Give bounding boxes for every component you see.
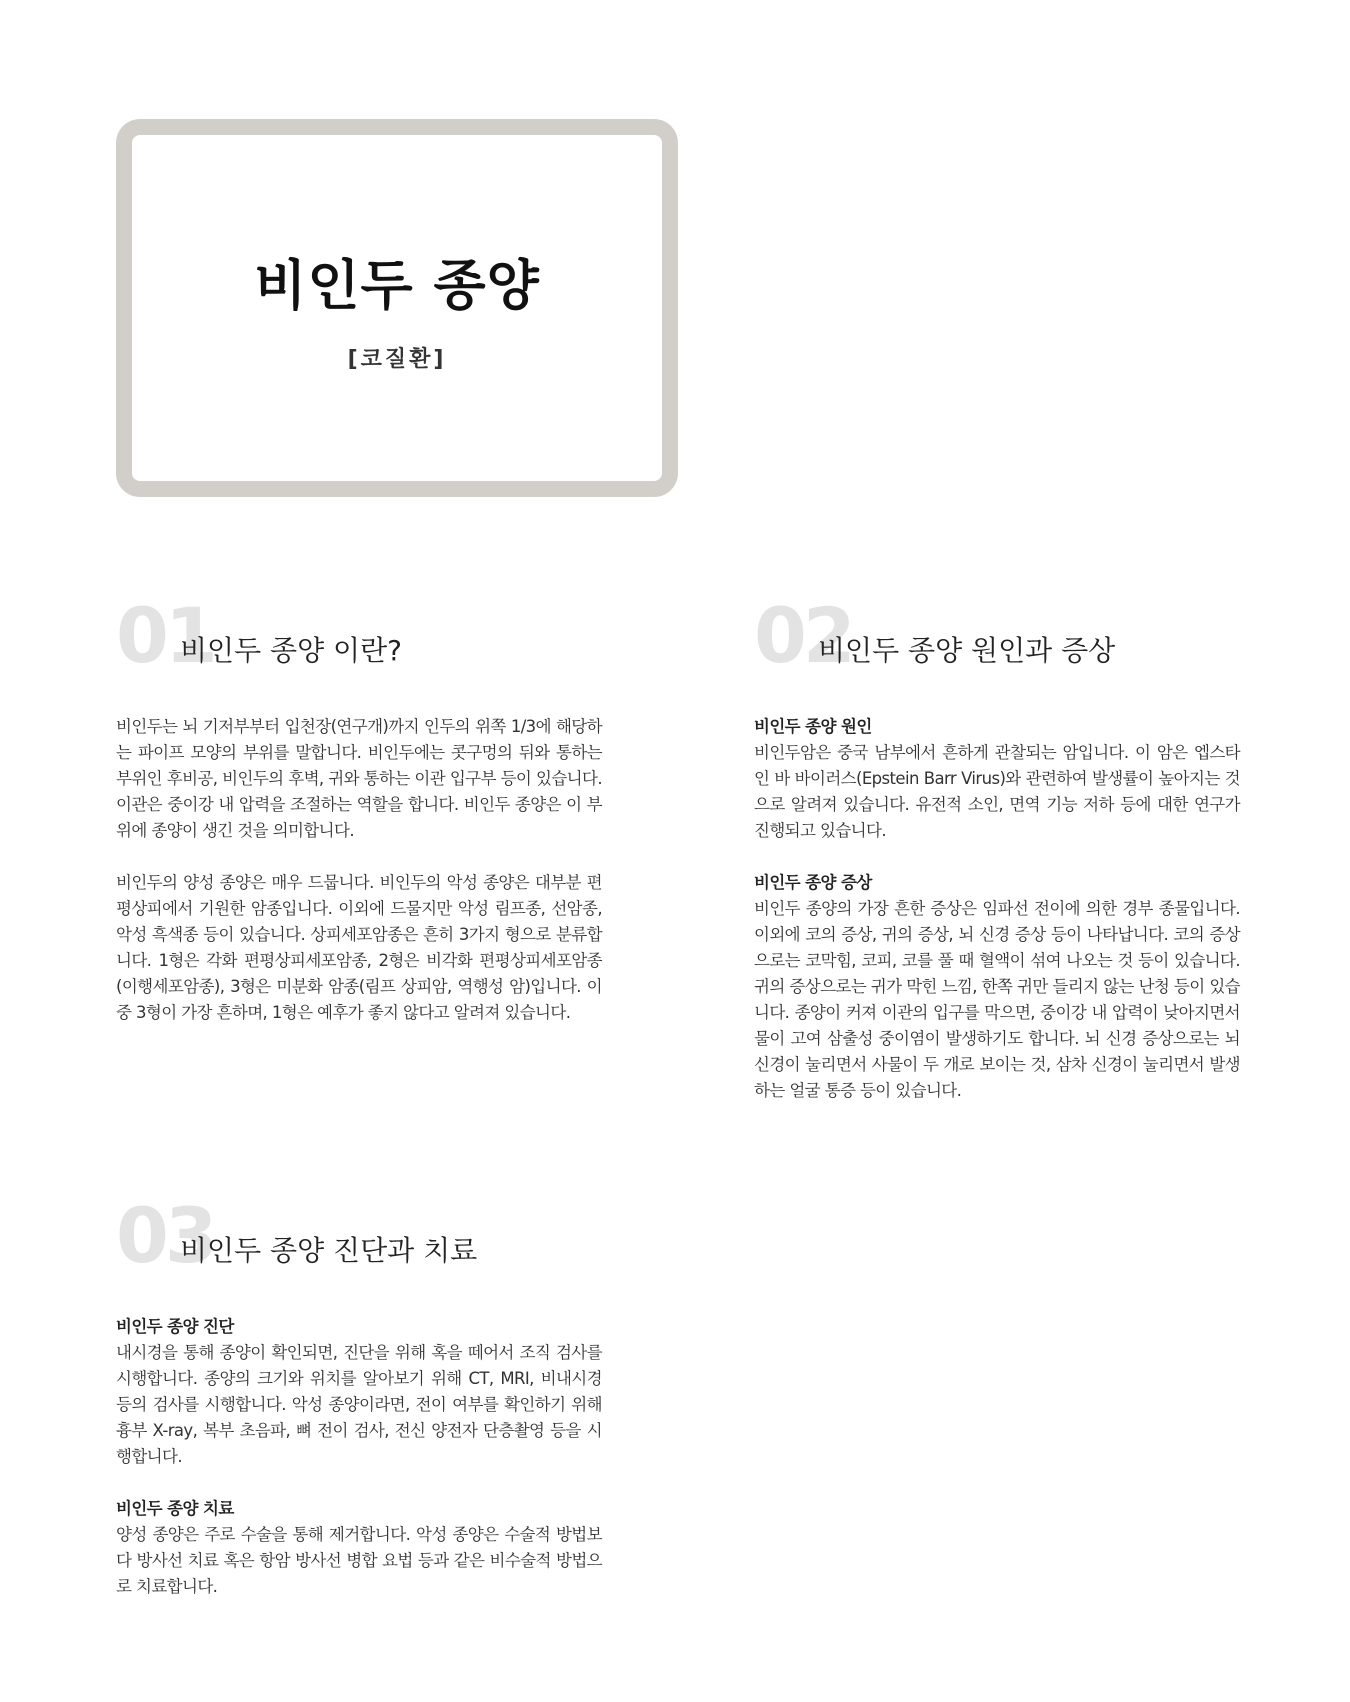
document-subtitle: [코질환] [347,347,447,372]
section-02 [754,591,1240,1130]
subsection-text: 비인두암은 중국 남부에서 흔하게 관찰되는 암입니다. 이 암은 엡스타인 바 바이러스(Epstein Barr Virus)와 관련하여 발생률이 높아지는 것으로 알려져 있습니다. 유전적 소인, 면역 기능 저하 등에 대한 연구가 진행되고 있습니다. [754,743,1240,840]
section-body [116,1314,602,1600]
subsection-heading: 비인두 종양 원인 [754,717,872,736]
subsection-heading: 비인두 종양 진단 [116,1317,234,1336]
section-number: 03 [116,1191,214,1280]
subsection-heading: 비인두 종양 증상 [754,873,872,892]
subsection-text: 비인두 종양의 가장 흔한 증상은 임파선 전이에 의한 경부 종물입니다. 이외에 코의 증상, 귀의 증상, 뇌 신경 증상 등이 나타납니다. 코의 증상으로는 코막힘, 코피, 코를 풀 때 혈액이 섞여 나오는 것 등이 있습니다. 귀의 증상으로는 귀가 막힌 느낌, 한쪽 귀만 들리지 않는 난청 등이 있습니다. 종양이 커져 이관의 입구를 막으면, 중이강 내 압력이 낮아지면서 물이 고여 삼출성 중이염이 발생하기도 합니다. 뇌 신경 증상으로는 뇌 신경이 눌리면서 사물이 두 개로 보이는 것, 삼차 신경이 눌리면서 발생하는 얼굴 통증 등이 있습니다. [754,899,1240,1100]
section-header [116,591,602,682]
section-header [754,591,1240,682]
section-body [116,714,602,1026]
document-title: 비인두 종양 [254,254,540,317]
section-title: 비인두 종양 원인과 증상 [818,634,1116,667]
section-title: 비인두 종양 이란? [180,634,402,667]
section-03 [116,1191,602,1626]
section-title: 비인두 종양 진단과 치료 [180,1234,478,1267]
subsection [754,714,1240,844]
subsection-text: 내시경을 통해 종양이 확인되면, 진단을 위해 혹을 떼어서 조직 검사를 시행합니다. 종양의 크기와 위치를 알아보기 위해 CT, MRI, 비내시경 등의 검사를 시행합니다. 악성 종양이라면, 전이 여부를 확인하기 위해 흉부 X-ray, 복부 초음파, 뼈 전이 검사, 전신 양전자 단층촬영 등을 시행합니다. [116,1343,602,1466]
title-card [116,119,678,497]
section-number: 02 [754,591,852,680]
subsection-heading: 비인두 종양 치료 [116,1499,234,1518]
subsection [754,870,1240,1104]
subsection-text: 양성 종양은 주로 수술을 통해 제거합니다. 악성 종양은 수술적 방법보다 방사선 치료 혹은 항암 방사선 병합 요법 등과 같은 비수술적 방법으로 치료합니다. [116,1525,602,1596]
section-body [754,714,1240,1104]
subsection [116,1314,602,1470]
subsection [116,1496,602,1600]
section-header [116,1191,602,1282]
section-number: 01 [116,591,214,680]
paragraph: 비인두는 뇌 기저부부터 입천장(연구개)까지 인두의 위쪽 1/3에 해당하는 파이프 모양의 부위를 말합니다. 비인두에는 콧구멍의 뒤와 통하는 부위인 후비공, 비인두의 후벽, 귀와 통하는 이관 입구부 등이 있습니다. 이관은 중이강 내 압력을 조절하는 역할을 합니다. 비인두 종양은 이 부위에 종양이 생긴 것을 의미합니다. [116,717,602,840]
section-01 [116,591,602,1052]
paragraph: 비인두의 양성 종양은 매우 드뭅니다. 비인두의 악성 종양은 대부분 편평상피에서 기원한 암종입니다. 이외에 드물지만 악성 림프종, 선암종, 악성 흑색종 등이 있습니다. 상피세포암종은 흔히 3가지 형으로 분류합니다. 1형은 각화 편평상피세포암종, 2형은 비각화 편평상피세포암종(이행세포암종), 3형은 미분화 암종(림프 상피암, 역행성 암)입니다. 이 중 3형이 가장 흔하며, 1형은 예후가 좋지 않다고 알려져 있습니다. [116,873,602,1022]
